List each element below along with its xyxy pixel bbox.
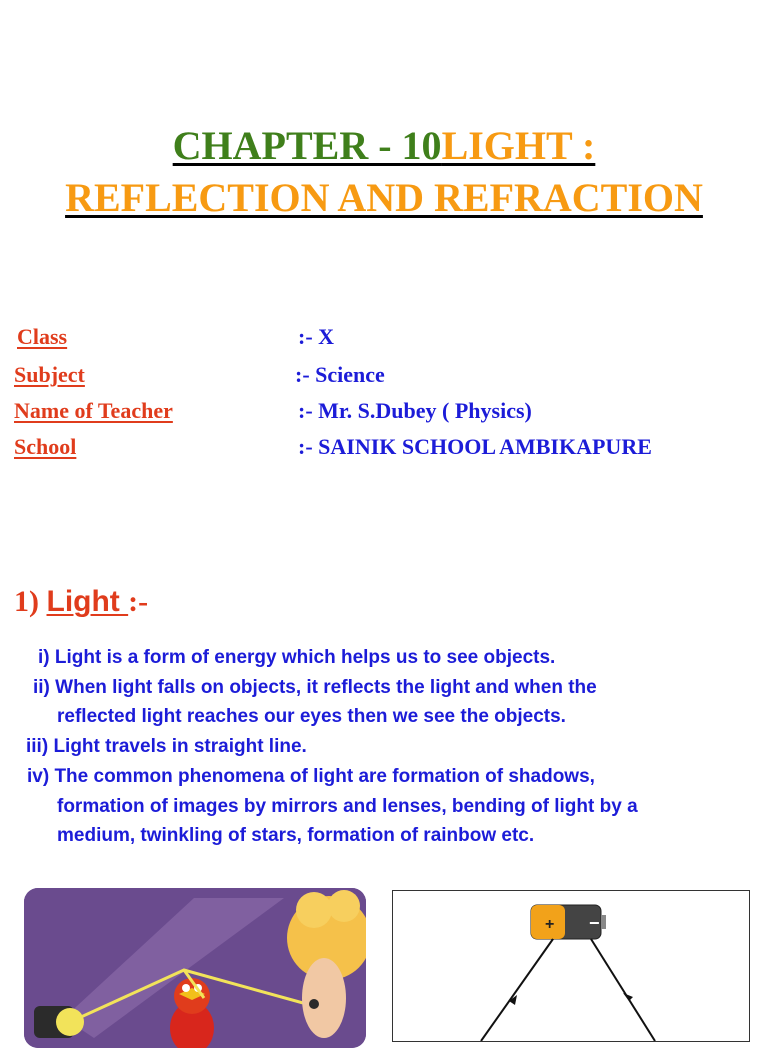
circuit-diagram [392, 890, 750, 1042]
point-line-1: i) Light is a form of energy which helps us to see objects. [38, 647, 556, 668]
point-line-6: formation of images by mirrors and lenses, bending of light by a [57, 796, 638, 817]
section-suffix: :- [128, 585, 149, 618]
subject-value: :- Science [295, 362, 385, 387]
flashlight-icon [34, 1006, 84, 1038]
class-label: Class [17, 324, 68, 349]
cartoon-illustration [24, 888, 366, 1048]
teacher-label: Name of Teacher [14, 398, 173, 423]
school-value: :- SAINIK SCHOOL AMBIKAPURE [298, 434, 652, 459]
page-title [0, 124, 768, 168]
chapter-label: CHAPTER - 10 [172, 123, 442, 168]
chapter-topic: LIGHT : [441, 123, 596, 168]
point-line-3: reflected light reaches our eyes then we see the objects. [57, 706, 566, 727]
section-heading [14, 585, 148, 619]
point-line-2: ii) When light falls on objects, it reflects the light and when the [33, 677, 597, 698]
battery-plus: + [545, 916, 555, 933]
section-title: Light [46, 585, 129, 618]
subject-label: Subject [14, 362, 85, 387]
class-value: :- X [298, 324, 335, 349]
bird-icon [170, 978, 214, 1048]
page-subtitle [0, 176, 768, 220]
point-line-7: medium, twinkling of stars, formation of rainbow etc. [57, 825, 535, 846]
battery-icon [531, 905, 606, 939]
chapter-subtitle: REFLECTION AND REFRACTION [65, 175, 703, 220]
point-line-5: iv) The common phenomena of light are formation of shadows, [27, 766, 595, 787]
school-label: School [14, 434, 77, 459]
battery-minus: − [589, 913, 600, 933]
section-number: 1) [14, 585, 39, 618]
teacher-value: :- Mr. S.Dubey ( Physics) [298, 398, 532, 423]
point-line-4: iii) Light travels in straight line. [26, 736, 307, 757]
